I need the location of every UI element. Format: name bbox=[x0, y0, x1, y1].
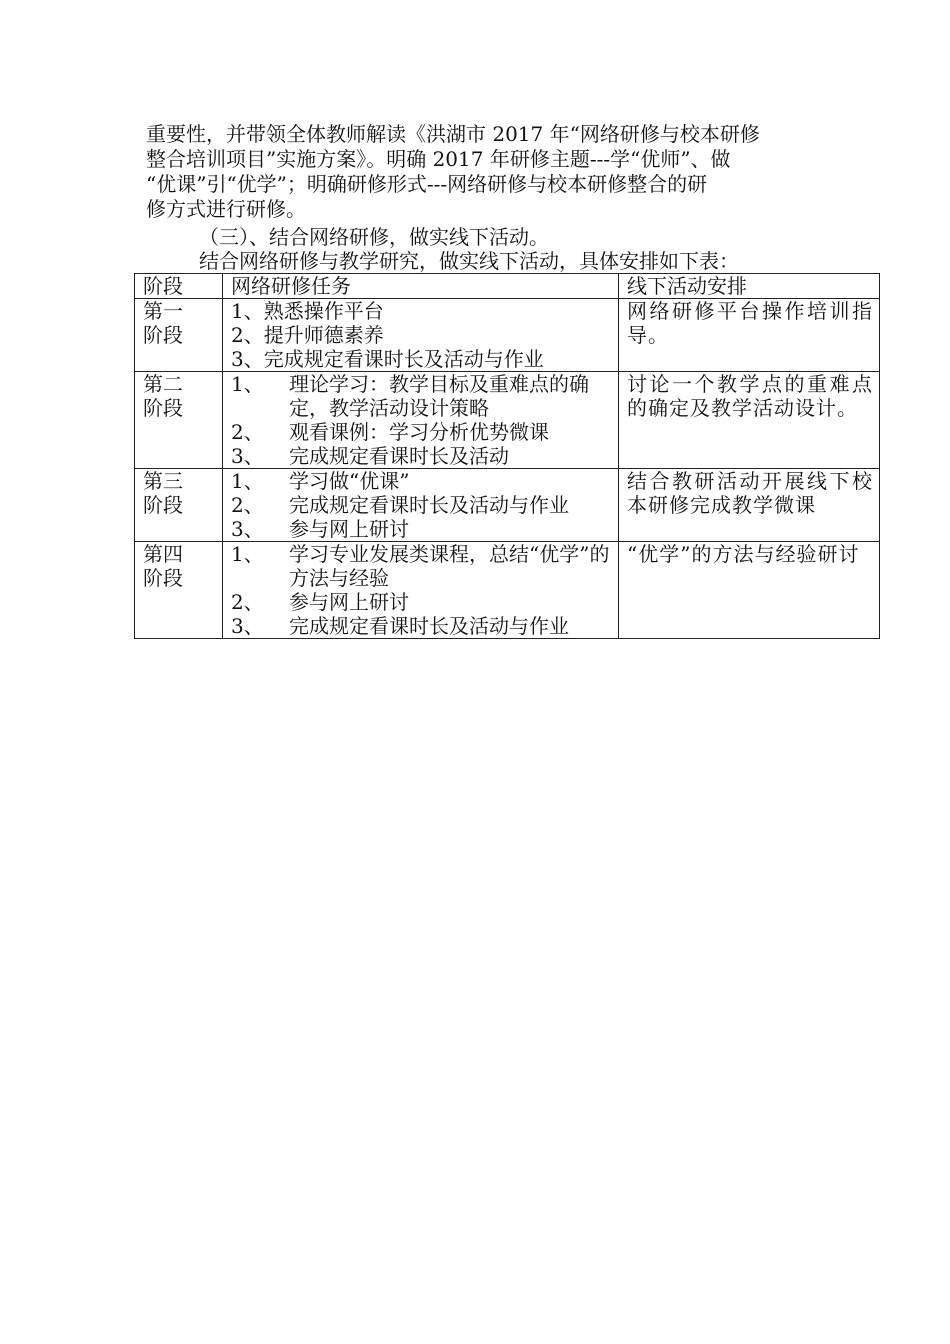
activity-cell: 讨论一个教学点的重难点的确定及教学活动设计。 bbox=[619, 372, 880, 469]
task-item: 3、 完成规定看课时长及活动 bbox=[231, 444, 509, 468]
table-row bbox=[135, 299, 880, 372]
stage-cell: 第一 阶段 bbox=[135, 299, 223, 372]
table-header-row bbox=[135, 274, 880, 299]
header-online-tasks: 网络研修任务 bbox=[223, 274, 619, 299]
stage-cell: 第四 阶段 bbox=[135, 542, 223, 639]
tasks-cell bbox=[223, 469, 619, 542]
header-offline-activities: 线下活动安排 bbox=[619, 274, 880, 299]
activity-cell: “优学”的方法与经验研讨 bbox=[619, 542, 880, 639]
stage-cell: 第二 阶段 bbox=[135, 372, 223, 469]
section-heading: （三）、结合网络研修，做实线下活动。 bbox=[199, 225, 549, 249]
task-item: 2、 观看课例：学习分析优势微课 bbox=[231, 420, 549, 444]
paragraph-line: 重要性，并带领全体教师解读《洪湖市 2017 年“网络研修与校本研修 bbox=[146, 122, 760, 146]
paragraph-line: “优课”引“优学”；明确研修形式---网络研修与校本研修整合的研 bbox=[146, 172, 708, 196]
task-item: 1、 熟悉操作平台 bbox=[231, 299, 384, 323]
task-item: 2、 提升师德素养 bbox=[231, 323, 384, 347]
task-item: 3、 完成规定看课时长及活动与作业 bbox=[231, 614, 569, 638]
activity-plan-table bbox=[134, 273, 880, 639]
task-item: 3、 参与网上研讨 bbox=[231, 517, 409, 541]
activity-cell: 网络研修平台操作培训指导。 bbox=[619, 299, 880, 372]
task-item: 2、 完成规定看课时长及活动与作业 bbox=[231, 493, 569, 517]
paragraph-line: 整合培训项目”实施方案》。明确 2017 年研修主题---学“优师”、做 bbox=[146, 147, 731, 171]
task-item: 3、 完成规定看课时长及活动与作业 bbox=[231, 347, 544, 371]
body-paragraph bbox=[146, 122, 826, 222]
table-row bbox=[135, 542, 880, 639]
table-row bbox=[135, 469, 880, 542]
task-item: 1、 学习专业发展类课程，总结“优学”的方法与经验 bbox=[231, 542, 610, 590]
paragraph-line: 修方式进行研修。 bbox=[146, 197, 306, 221]
tasks-cell bbox=[223, 372, 619, 469]
header-stage: 阶段 bbox=[135, 274, 223, 299]
task-item: 1、 学习做“优课” bbox=[231, 469, 410, 493]
stage-cell: 第三 阶段 bbox=[135, 469, 223, 542]
activity-cell: 结合教研活动开展线下校本研修完成教学微课 bbox=[619, 469, 880, 542]
task-item: 1、 理论学习：教学目标及重难点的确定，教学活动设计策略 bbox=[231, 372, 589, 420]
task-item: 2、 参与网上研讨 bbox=[231, 590, 409, 614]
tasks-cell bbox=[223, 299, 619, 372]
table-row bbox=[135, 372, 880, 469]
tasks-cell bbox=[223, 542, 619, 639]
intro-sentence: 结合网络研修与教学研究，做实线下活动，具体安排如下表： bbox=[199, 249, 739, 273]
